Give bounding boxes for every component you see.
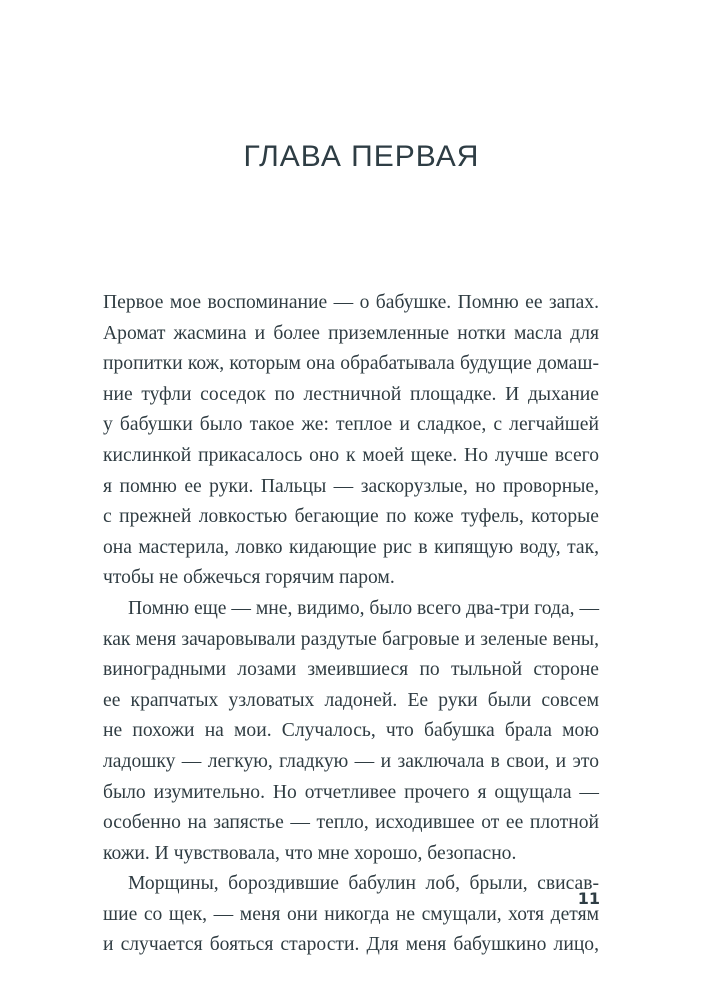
text-line: особенно на запястье — тепло, исходившее от ее плотной: [103, 812, 599, 834]
text-line: чтобы не обжечься горячим паром.: [103, 567, 395, 589]
text-line: она мастерила, ловко кидающие рис в кипящую воду, так,: [103, 536, 599, 558]
chapter-title: ГЛАВА ПЕРВАЯ: [243, 140, 480, 173]
text-line: Первое мое воспоминание — о бабушке. Помню ее запах.: [103, 292, 599, 313]
text-line: шие со щек, — меня они никогда не смущали, хотя детям: [103, 903, 599, 925]
text-line: пропитки кож, которым она обрабатывала будущие домаш-: [103, 353, 599, 375]
text-line: ние туфли соседок по лестничной площадке. И дыхание: [103, 383, 599, 405]
paragraph-2: [103, 594, 599, 869]
text-line: и случается бояться старости. Для меня бабушкино лицо,: [103, 934, 599, 956]
text-line: Помню еще — мне, видимо, было всего два-три года, —: [128, 597, 600, 619]
paragraph-1: [103, 288, 599, 594]
text-line: кислинкой прикасалось оно к моей щеке. Но лучше всего: [103, 444, 599, 466]
text-line: было изумительно. Но отчетливее прочего я ощущала —: [103, 781, 599, 803]
text-line: как меня зачаровывали раздутые багровые и зеленые вены,: [103, 628, 599, 650]
text-line: виноградными лозами змеившиеся по тыльной стороне: [103, 659, 599, 681]
text-line: не похожи на мои. Случалось, что бабушка брала мою: [103, 720, 599, 742]
paragraph-3: [103, 869, 599, 961]
text-line: Аромат жасмина и более приземленные нотки масла для: [103, 322, 599, 344]
text-line: Морщины, бороздившие бабулин лоб, брыли, свисав-: [128, 873, 599, 895]
text-line: кожи. И чувствовала, что мне хорошо, безопасно.: [103, 842, 517, 864]
page-number: 11: [577, 889, 600, 908]
body-text: [103, 288, 599, 961]
text-line: с прежней ловкостью бегающие по коже туфель, которые: [103, 506, 599, 528]
text-line: ладошку — легкую, гладкую — и заключала в свои, и это: [103, 750, 599, 772]
text-line: ее крапчатых узловатых ладоней. Ее руки были совсем: [103, 689, 599, 711]
text-line: я помню ее руки. Пальцы — заскорузлые, но проворные,: [103, 475, 599, 497]
text-line: у бабушки было такое же: теплое и сладкое, с легчайшей: [103, 414, 599, 436]
